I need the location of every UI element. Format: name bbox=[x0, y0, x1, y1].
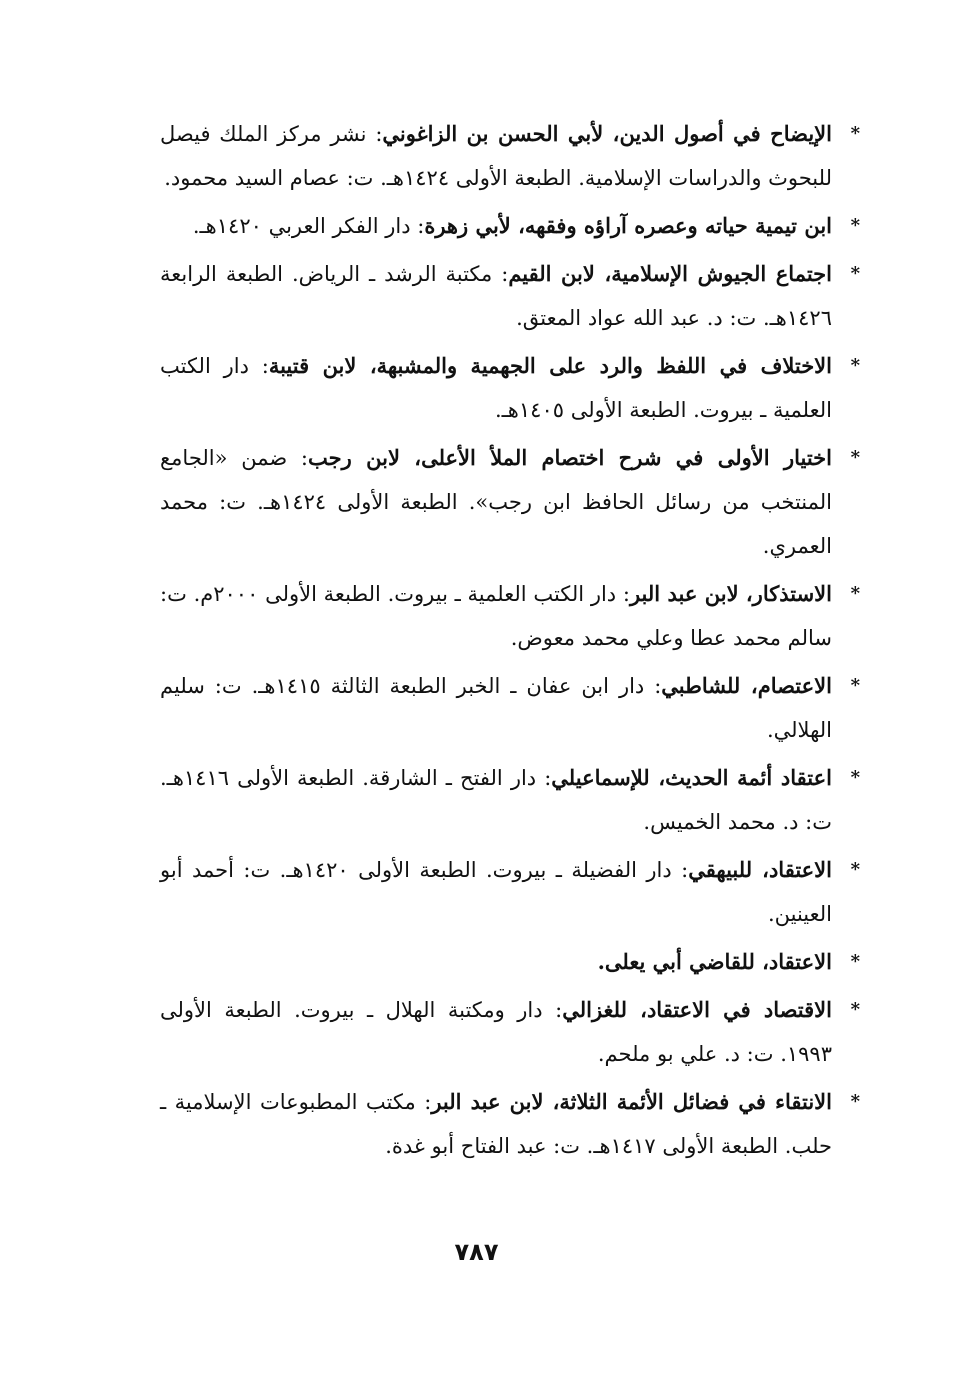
entry-details: : مكتبة الرشد ـ الرياض. الطبعة الرابعة ١٤٢٦هـ. ت: د. عبد الله عواد المعتق. bbox=[160, 262, 832, 330]
entry-details: : دار ومكتبة الهلال ـ بيروت. الطبعة الأولى ١٩٩٣. ت: د. علي بو ملحم. bbox=[160, 998, 832, 1066]
asterisk-bullet: * bbox=[850, 1091, 860, 1112]
asterisk-bullet: * bbox=[850, 355, 860, 376]
entry-details: : نشر مركز الملك فيصل للبحوث والدراسات الإسلامية. الطبعة الأولى ١٤٢٤هـ. ت: عصام السيد محمود. bbox=[160, 122, 832, 190]
entry-title: ابن تيمية حياته وعصره آراؤه وفقهه، لأبي زهرة bbox=[424, 213, 832, 238]
entry-title: الاعتقاد، للبيهقي bbox=[688, 857, 832, 882]
entry-title: الاختلاف في اللفظ والرد على الجهمية والمشبهة، لابن قتيبة bbox=[268, 353, 832, 378]
entry-title: اختيار الأولى في شرح اختصام الملأ الأعلى، لابن رجب bbox=[307, 445, 832, 470]
entry-details: : دار الكتب العلمية ـ بيروت. الطبعة الأولى ٢٠٠٠م. ت: سالم محمد عطا وعلي محمد معوض. bbox=[160, 582, 832, 650]
bibliography-entry bbox=[160, 204, 860, 248]
bibliography-entry bbox=[160, 112, 860, 200]
asterisk-bullet: * bbox=[850, 767, 860, 788]
entry-title: اجتماع الجيوش الإسلامية، لابن القيم bbox=[508, 261, 832, 286]
bibliography-entry bbox=[160, 436, 860, 568]
entry-details: : دار الفضيلة ـ بيروت. الطبعة الأولى ١٤٢٠هـ. ت: أحمد أبو العينين. bbox=[160, 858, 832, 926]
bibliography-entry bbox=[160, 988, 860, 1076]
asterisk-bullet: * bbox=[850, 583, 860, 604]
entry-details: : دار الكتب العلمية ـ بيروت. الطبعة الأولى ١٤٠٥هـ. bbox=[160, 354, 832, 422]
asterisk-bullet: * bbox=[850, 859, 860, 880]
entry-title: الاستذكار، لابن عبد البر bbox=[629, 581, 832, 606]
bibliography-entry bbox=[160, 252, 860, 340]
entry-title: الاعتقاد، للقاضي أبي يعلى. bbox=[597, 949, 832, 974]
bibliography-entry bbox=[160, 344, 860, 432]
asterisk-bullet: * bbox=[850, 263, 860, 284]
entry-title: الانتقاء في فضائل الأئمة الثلاثة، لابن عبد البر bbox=[431, 1089, 832, 1114]
entry-title: اعتقاد أئمة الحديث، للإسماعيلي bbox=[551, 765, 832, 790]
page-number: ٧٨٧ bbox=[454, 1238, 499, 1266]
asterisk-bullet: * bbox=[850, 215, 860, 236]
asterisk-bullet: * bbox=[850, 951, 860, 972]
entry-details: : دار ابن عفان ـ الخبر الطبعة الثالثة ١٤١٥هـ. ت: سليم الهلالي. bbox=[160, 674, 832, 742]
bibliography-entry bbox=[160, 572, 860, 660]
entry-details: : دار الفكر العربي ١٤٢٠هـ. bbox=[192, 214, 425, 238]
asterisk-bullet: * bbox=[850, 675, 860, 696]
asterisk-bullet: * bbox=[850, 123, 860, 144]
bibliography-entry bbox=[160, 940, 860, 984]
bibliography-entry bbox=[160, 756, 860, 844]
entry-details: : ضمن «الجامع المنتخب من رسائل الحافظ ابن رجب». الطبعة الأولى ١٤٢٤هـ. ت: محمد العمري. bbox=[160, 446, 832, 558]
bibliography-entry bbox=[160, 848, 860, 936]
bibliography-entry bbox=[160, 664, 860, 752]
bibliography-entry bbox=[160, 1080, 860, 1168]
bibliography-page bbox=[160, 112, 860, 1172]
asterisk-bullet: * bbox=[850, 447, 860, 468]
entry-title: الإيضاح في أصول الدين، لأبي الحسن بن الزاغوني bbox=[382, 121, 832, 146]
entry-title: الاعتصام، للشاطبي bbox=[661, 673, 832, 698]
entry-details: : مكتب المطبوعات الإسلامية ـ حلب. الطبعة الأولى ١٤١٧هـ. ت: عبد الفتاح أبو غدة. bbox=[160, 1090, 832, 1158]
entry-details: : دار الفتح ـ الشارقة. الطبعة الأولى ١٤١٦هـ. ت: د. محمد الخميس. bbox=[160, 766, 832, 834]
asterisk-bullet: * bbox=[850, 999, 860, 1020]
entry-title: الاقتصاد في الاعتقاد، للغزالي bbox=[562, 997, 832, 1022]
